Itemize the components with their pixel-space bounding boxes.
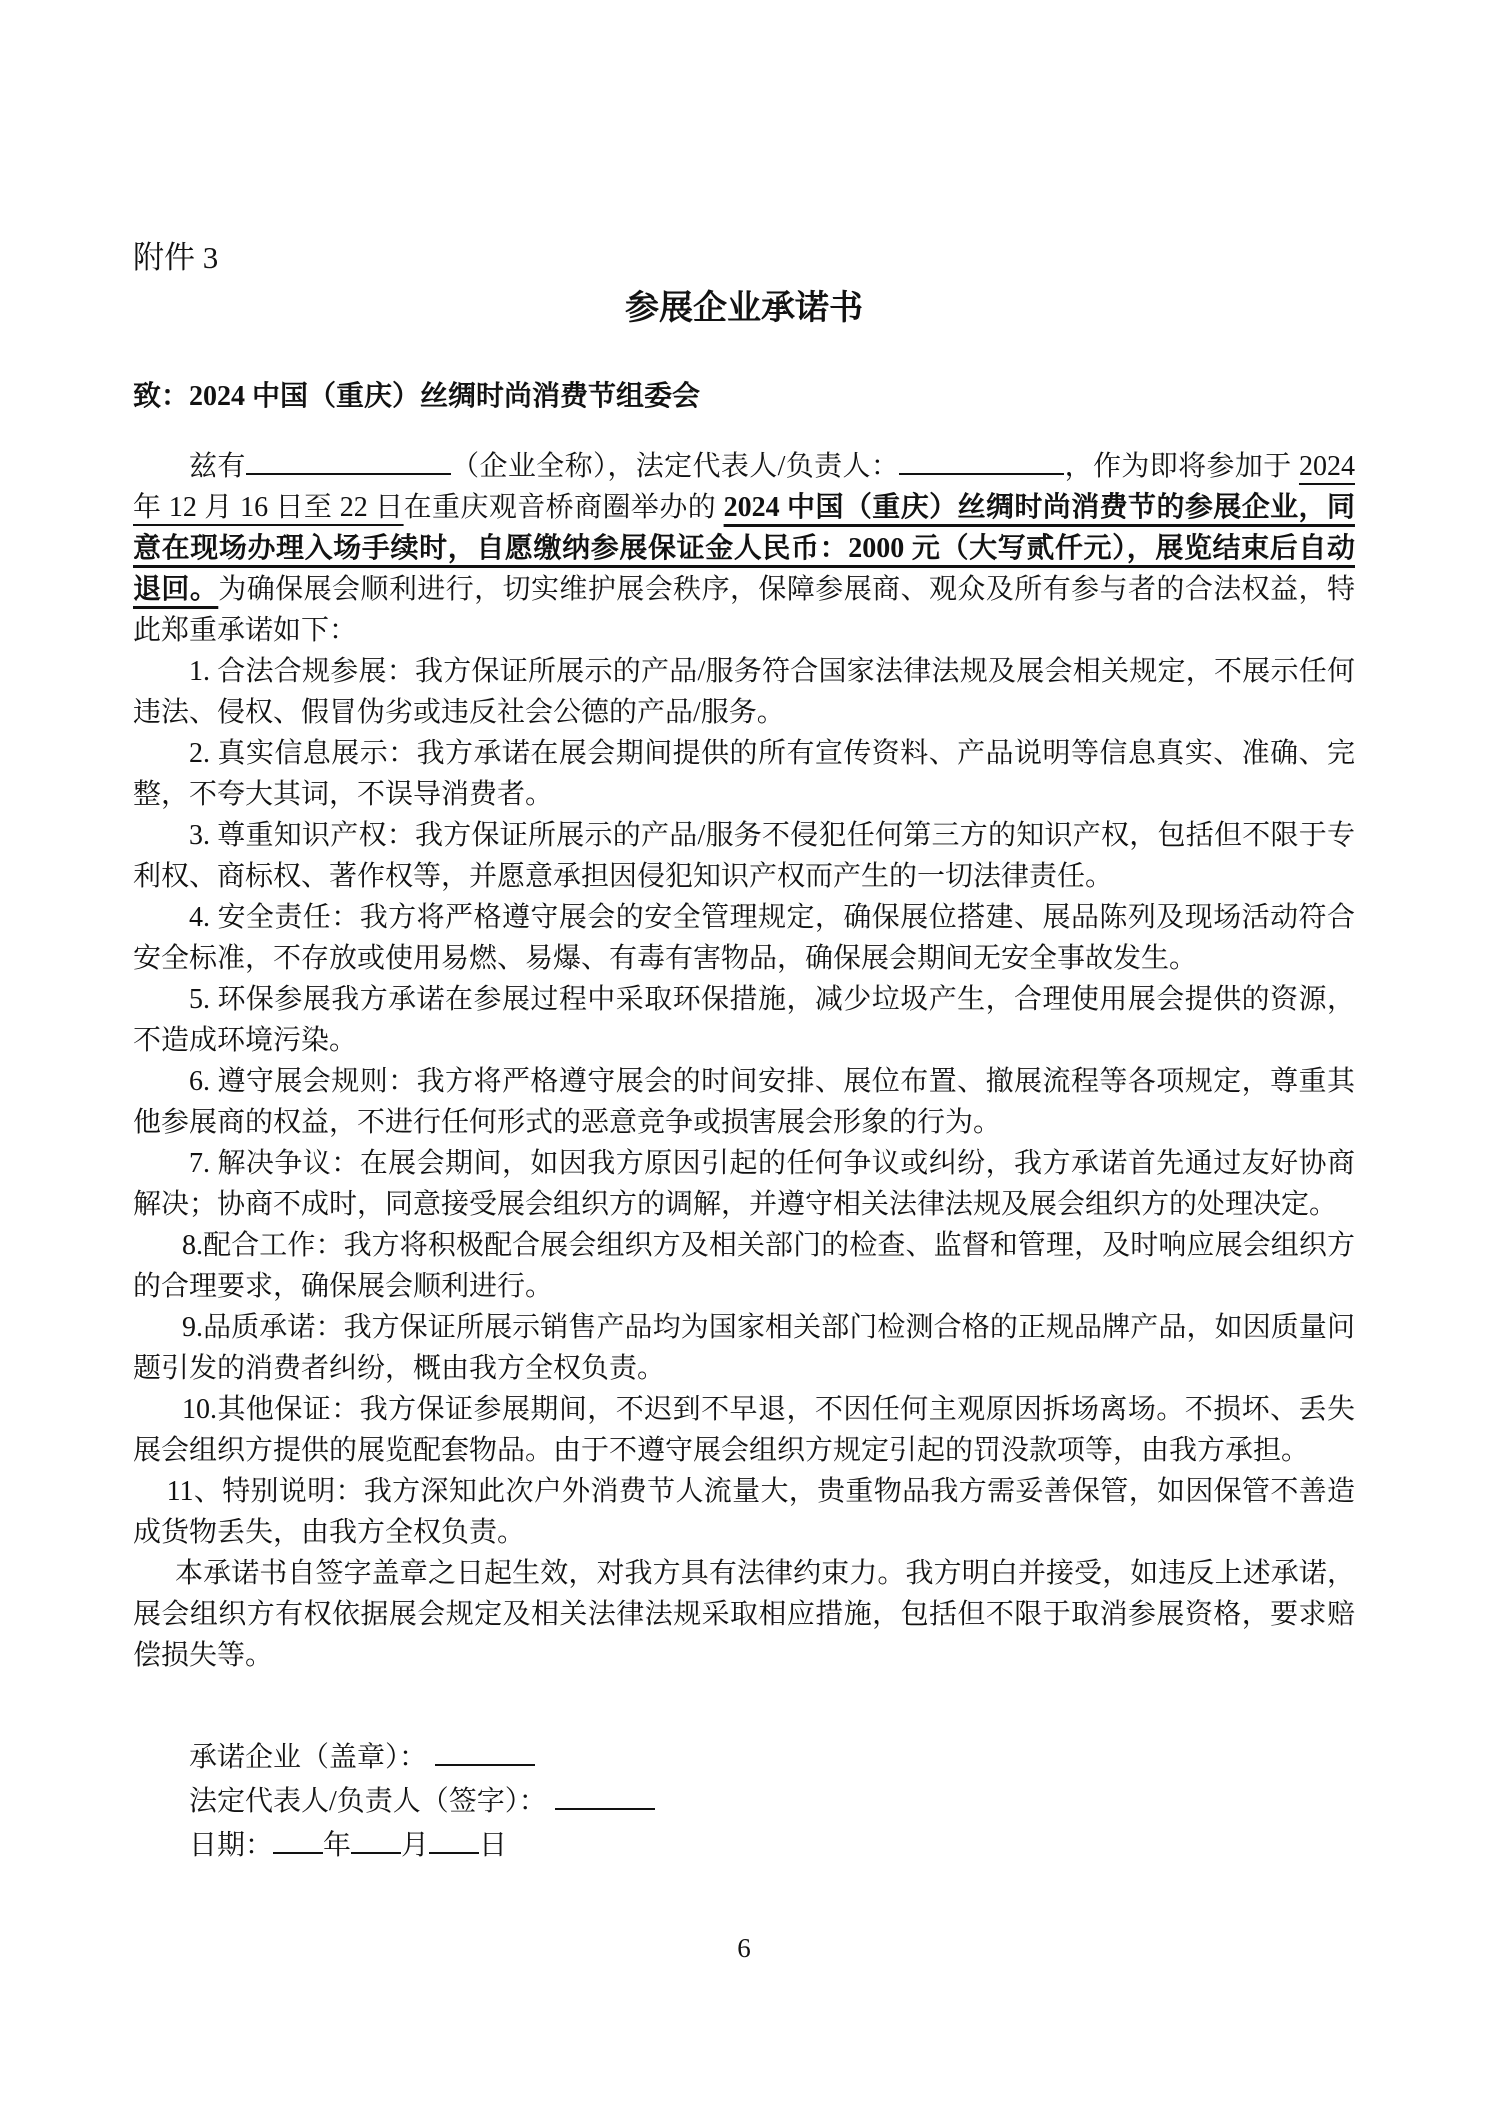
- intro-company-suffix-text: （企业全称），法定代表人/负责人：: [450, 451, 900, 482]
- commitment-item-5: 5. 环保参展我方承诺在参展过程中采取环保措施，减少垃圾产生，合理使用展会提供的资源，不造成环境污染。: [133, 984, 1355, 1056]
- attachment-label: 附件 3: [133, 240, 219, 275]
- signature-legal-label: 法定代表人/负责人（签字）：: [189, 1786, 547, 1817]
- commitment-item-9: 9.品质承诺：我方保证所展示销售产品均为国家相关部门检测合格的正规品牌产品，如因质量问题引发的消费者纠纷，概由我方全权负责。: [133, 1312, 1355, 1384]
- company-seal-blank: [435, 1734, 535, 1766]
- intro-rep-suffix-text: ，作为即将参加于: [1064, 451, 1299, 482]
- commitment-item-2: 2. 真实信息展示：我方承诺在展会期间提供的所有宣传资料、产品说明等信息真实、准确、完整，不夸大其词，不误导消费者。: [133, 738, 1355, 810]
- commitment-item-8: 8.配合工作：我方将积极配合展会组织方及相关部门的检查、监督和管理，及时响应展会组织方的合理要求，确保展会顺利进行。: [133, 1230, 1355, 1302]
- addressee-line: 致：2024 中国（重庆）丝绸时尚消费节组委会: [133, 381, 701, 412]
- page-number: 6: [737, 1933, 751, 1963]
- event-date-underlined-text: 2024 年 12 月 16 日至 22 日: [133, 451, 1355, 523]
- intro-rest-text: 为确保展会顺利进行，切实维护展会秩序，保障参展商、观众及所有参与者的合法权益，特此郑重承诺如下：: [133, 574, 1355, 646]
- signature-block: [133, 1734, 1355, 1866]
- deposit-commitment-bold-text: 2024 中国（重庆）丝绸时尚消费节的参展企业，同意在现场办理入场手续时，自愿缴纳参展保证金人民币：2000 元（大写贰仟元），展览结束后自动退回。: [133, 492, 1355, 605]
- company-name-blank: [246, 443, 451, 475]
- page-title: 参展企业承诺书: [625, 290, 863, 327]
- date-year-blank: [273, 1822, 323, 1854]
- commitment-item-4: 4. 安全责任：我方将严格遵守展会的安全管理规定，确保展位搭建、展品陈列及现场活动符合安全标准，不存放或使用易燃、易爆、有毒有害物品，确保展会期间无安全事故发生。: [133, 902, 1355, 974]
- commitment-item-11: 11、特别说明：我方深知此次户外消费节人流量大，贵重物品我方需妥善保管，如因保管不善造成货物丢失，由我方全权负责。: [133, 1476, 1355, 1548]
- intro-venue-text: 在重庆观音桥商圈举办的: [403, 492, 724, 523]
- legal-signature-blank: [555, 1778, 655, 1810]
- month-label: 月: [401, 1830, 430, 1861]
- commitment-item-3: 3. 尊重知识产权：我方保证所展示的产品/服务不侵犯任何第三方的知识产权，包括但不限于专利权、商标权、著作权等，并愿意承担因侵犯知识产权而产生的一切法律责任。: [133, 820, 1355, 892]
- signature-date-line: [189, 1822, 1355, 1866]
- intro-lead-text: 兹有: [189, 451, 246, 482]
- intro-paragraph: [133, 443, 1355, 651]
- signature-company-label: 承诺企业（盖章）：: [189, 1742, 428, 1773]
- date-day-blank: [429, 1822, 479, 1854]
- commitment-item-10: 10.其他保证：我方保证参展期间，不迟到不早退，不因任何主观原因拆场离场。不损坏、丢失展会组织方提供的展览配套物品。由于不遵守展会组织方规定引起的罚没款项等，由我方承担。: [133, 1394, 1355, 1466]
- signature-company-line: [189, 1734, 1355, 1778]
- signature-legal-line: [189, 1778, 1355, 1822]
- commitment-item-6: 6. 遵守展会规则：我方将严格遵守展会的时间安排、展位布置、撤展流程等各项规定，尊重其他参展商的权益，不进行任何形式的恶意竞争或损害展会形象的行为。: [133, 1066, 1355, 1138]
- date-month-blank: [351, 1822, 401, 1854]
- year-label: 年: [323, 1830, 352, 1861]
- commitment-item-7: 7. 解决争议：在展会期间，如因我方原因引起的任何争议或纠纷，我方承诺首先通过友好协商解决；协商不成时，同意接受展会组织方的调解，并遵守相关法律法规及展会组织方的处理决定。: [133, 1148, 1355, 1220]
- signature-date-label: 日期：: [189, 1830, 274, 1861]
- commitment-item-1: 1. 合法合规参展：我方保证所展示的产品/服务符合国家法律法规及展会相关规定，不展示任何违法、侵权、假冒伪劣或违反社会公德的产品/服务。: [133, 656, 1355, 728]
- representative-name-blank: [899, 443, 1064, 475]
- day-label: 日: [479, 1830, 508, 1861]
- closing-paragraph: 本承诺书自签字盖章之日起生效，对我方具有法律约束力。我方明白并接受，如违反上述承诺，展会组织方有权依据展会规定及相关法律法规采取相应措施，包括但不限于取消参展资格，要求赔偿损失等。: [133, 1558, 1355, 1671]
